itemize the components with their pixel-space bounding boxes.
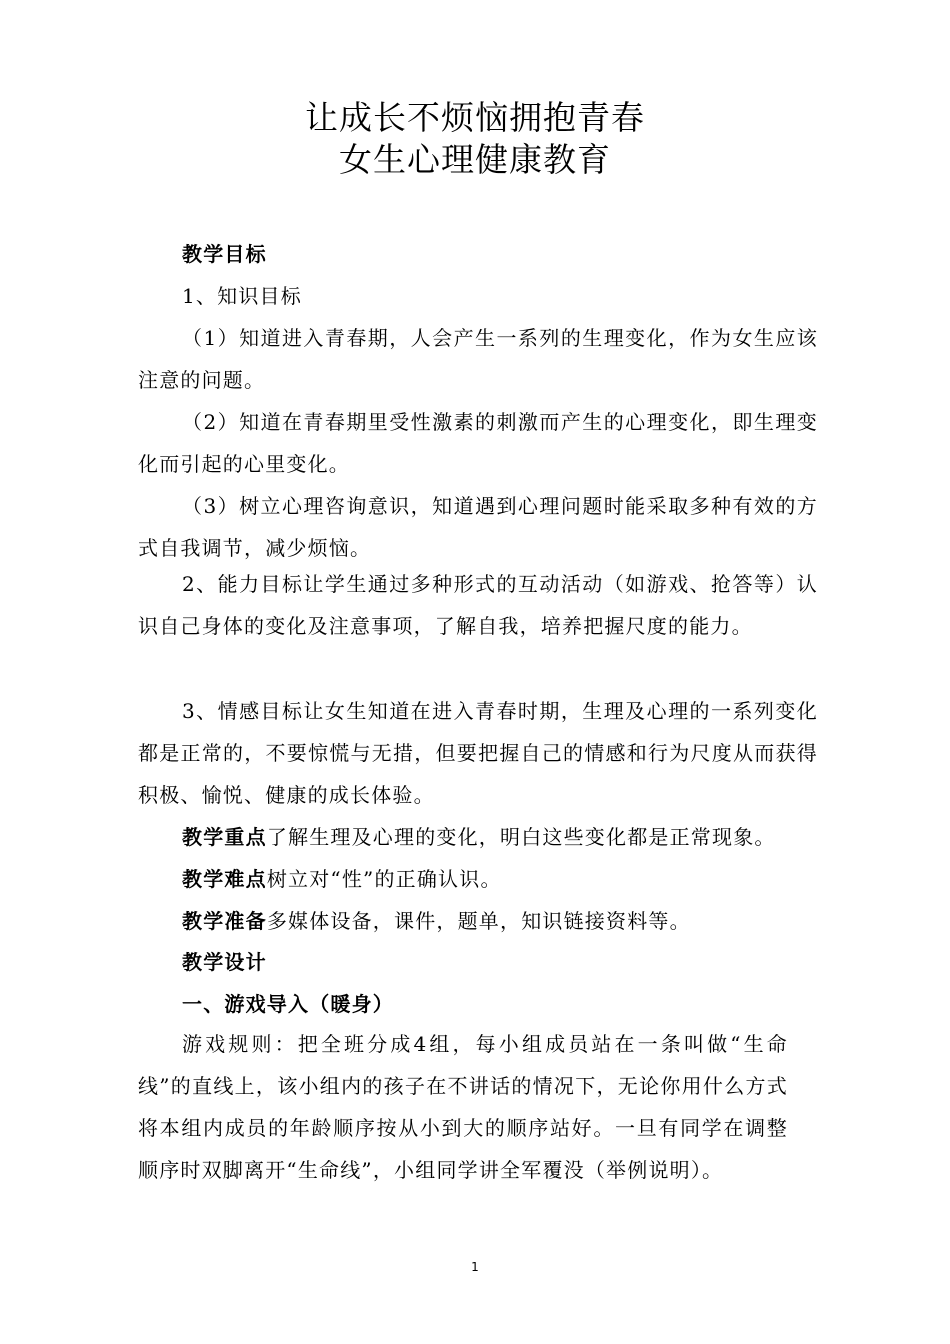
difficulty-paragraph (138, 858, 818, 900)
key-point-paragraph (138, 816, 818, 858)
knowledge-goal-2: （2）知道在青春期里受性激素的刺激而产生的心理变化，即生理变化而引起的心里变化。 (138, 410, 818, 476)
key-point-text: 了解生理及心理的变化，明白这些变化都是正常现象。 (266, 825, 776, 849)
key-point-label: 教学重点 (182, 825, 267, 849)
game-rules-paragraph: 游戏规则：把全班分成4组，每小组成员站在一条叫做“生命线”的直线上，该小组内的孩子在不讲话的情况下，无论你用什么方式将本组内成员的年龄顺序按从小到大的顺序站好。一旦有同学在调整顺序时双脚离开“生命线”，小组同学讲全军覆没（举例说明）。 (138, 1032, 788, 1182)
difficulty-text: 树立对“性”的正确认识。 (266, 867, 502, 891)
teaching-design-heading: 教学设计 (182, 950, 267, 974)
page-number: 1 (471, 1260, 479, 1274)
teaching-goals-heading: 教学目标 (182, 242, 267, 266)
emotion-goal: 3、情感目标让女生知道在进入青春时期，生理及心理的一系列变化都是正常的，不要惊慌与无措，但要把握自己的情感和行为尺度从而获得积极、愉悦、健康的成长体验。 (138, 699, 818, 807)
document-title-line-2: 女生心理健康教育 (339, 140, 611, 179)
knowledge-goals-heading: 1、知识目标 (182, 284, 302, 308)
knowledge-goal-3: （3）树立心理咨询意识，知道遇到心理问题时能采取多种有效的方式自我调节，减少烦恼。 (138, 494, 818, 560)
ability-goal: 2、能力目标让学生通过多种形式的互动活动（如游戏、抢答等）认识自己身体的变化及注意事项，了解自我，培养把握尺度的能力。 (138, 572, 818, 638)
document-title-line-1: 让成长不烦恼拥抱青春 (305, 98, 645, 137)
difficulty-label: 教学难点 (182, 867, 267, 891)
preparation-paragraph (138, 900, 818, 942)
preparation-text: 多媒体设备，课件，题单，知识链接资料等。 (266, 909, 691, 933)
knowledge-goal-1: （1）知道进入青春期，人会产生一系列的生理变化，作为女生应该注意的问题。 (138, 326, 818, 392)
game-intro-heading: 一、游戏导入（暖身） (182, 992, 394, 1016)
preparation-label: 教学准备 (182, 909, 267, 933)
